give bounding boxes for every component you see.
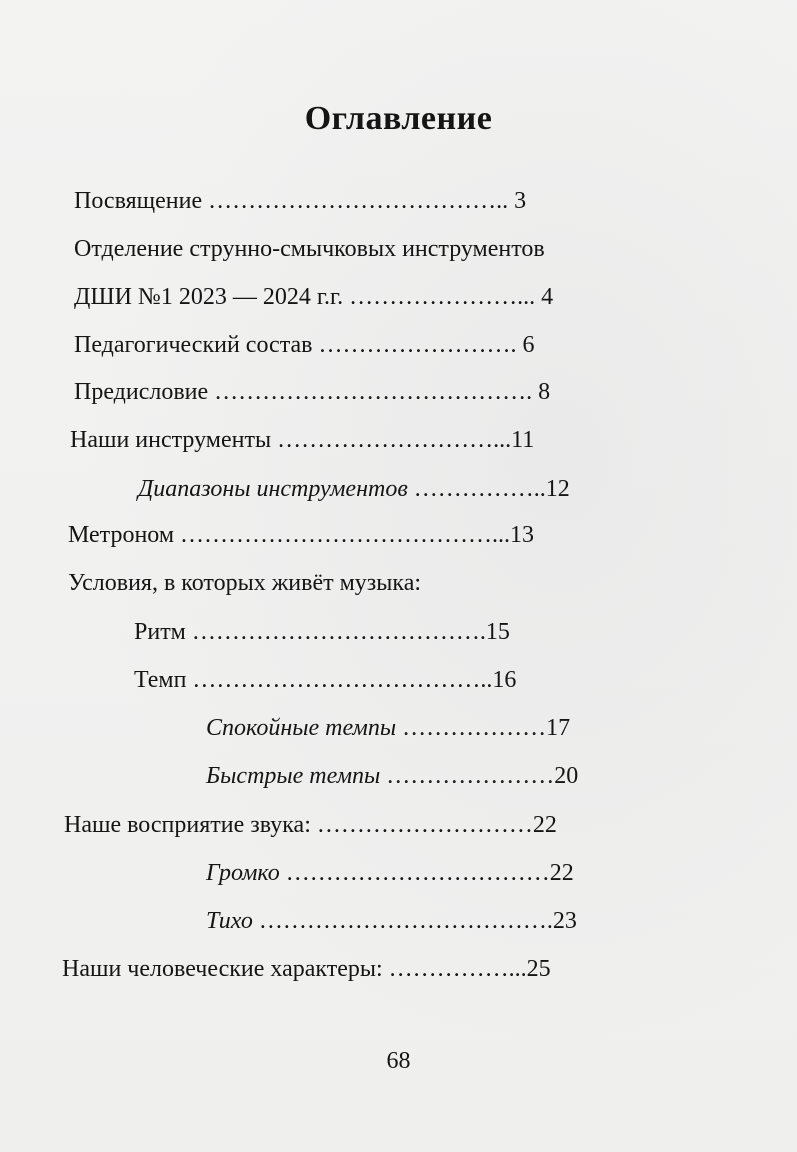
toc-entry-sound-perception: Наше восприятие звука: ………………………22 — [64, 812, 557, 838]
toc-entry-label: Тихо — [206, 908, 253, 934]
toc-entry-metronome: Метроном …………………………………...13 — [68, 522, 535, 548]
toc-entry-preface: Предисловие …………………………………. 8 — [74, 379, 551, 405]
toc-entry-human-characters: Наши человеческие характеры: ……………...25 — [62, 956, 551, 982]
toc-entry-our-instruments: Наши инструменты ………………………...11 — [70, 427, 535, 453]
toc-entry-loud: Громко ……………………………22 — [206, 860, 574, 886]
toc-entry-music-conditions: Условия, в которых живёт музыка: — [68, 570, 422, 596]
toc-entry-label: Быстрые темпы — [206, 763, 381, 789]
toc-entry-school-years: ДШИ №1 2023 — 2024 г.г. …………………... 4 — [74, 284, 554, 310]
toc-entry-teaching-staff: Педагогический состав ……………………. 6 — [74, 332, 535, 358]
toc-entry-dedication: Посвящение ……………………………….. 3 — [74, 188, 527, 214]
toc-entry-rhythm: Ритм ……………………………….15 — [134, 619, 510, 645]
toc-entry-instrument-ranges: Диапазоны инструментов ……………..12 — [138, 476, 570, 502]
toc-entry-label: Спокойные темпы — [206, 715, 397, 741]
toc-entry-quiet: Тихо ……………………………….23 — [206, 908, 577, 934]
toc-entry-calm-tempos: Спокойные темпы ………………17 — [206, 715, 571, 741]
page-number: 68 — [386, 1048, 411, 1074]
toc-entry-label: Громко — [206, 860, 280, 886]
toc-entry-tempo: Темп ………………………………..16 — [134, 667, 517, 693]
toc-entry-fast-tempos: Быстрые темпы …………………20 — [206, 763, 579, 789]
toc-entry-label: Диапазоны инструментов — [138, 476, 408, 502]
toc-entry-strings-department: Отделение струнно-смычковых инструментов — [74, 236, 545, 262]
page-title: Оглавление — [304, 100, 493, 137]
